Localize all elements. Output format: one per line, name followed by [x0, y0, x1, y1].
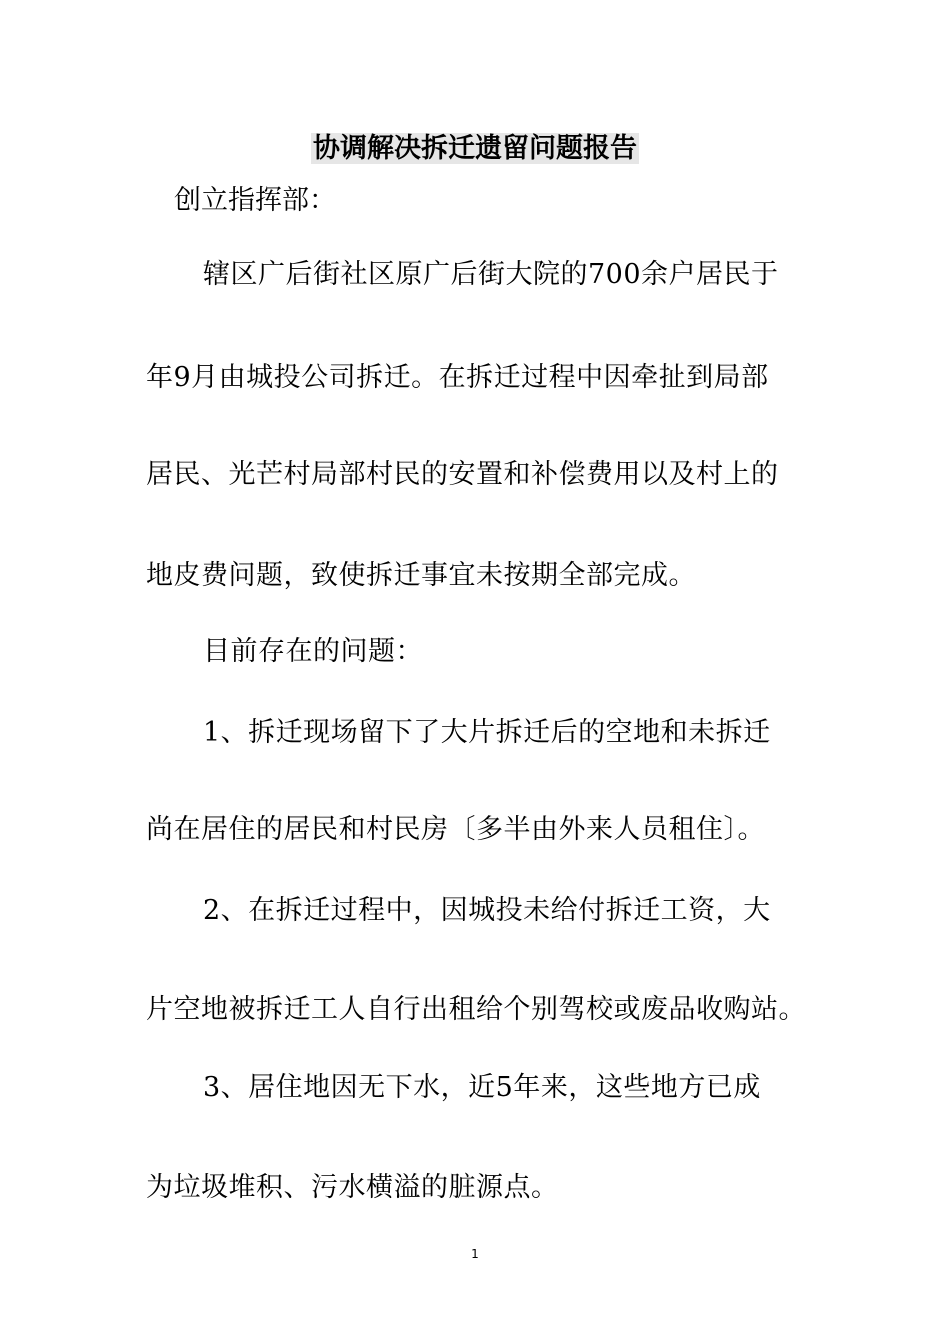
- page-number: 1: [471, 1247, 479, 1261]
- list-item-line: 3、居住地因无下水，近5年来，这些地方已成: [203, 1072, 761, 1103]
- paragraph-line: 居民、光芒村局部村民的安置和补偿费用以及村上的: [146, 459, 779, 490]
- list-item-line: 2、在拆迁过程中，因城投未给付拆迁工资，大: [203, 895, 771, 926]
- paragraph-line: 辖区广后街社区原广后街大院的700余户居民于: [203, 259, 779, 290]
- list-item-line: 片空地被拆迁工人自行出租给个别驾校或废品收购站。: [146, 994, 806, 1025]
- section-heading: 目前存在的问题：: [203, 636, 423, 667]
- paragraph-line: 年9月由城投公司拆迁。在拆迁过程中因牵扯到局部: [146, 362, 769, 393]
- document-title-text: 协调解决拆迁遗留问题报告: [313, 133, 637, 164]
- document-title: [0, 131, 950, 167]
- paragraph-line: 地皮费问题，致使拆迁事宜未按期全部完成。: [146, 560, 696, 591]
- list-item-line: 尚在居住的居民和村民房〔多半由外来人员租住〕。: [146, 814, 765, 845]
- salutation: 创立指挥部：: [174, 185, 336, 216]
- list-item-line: 为垃圾堆积、污水横溢的脏源点。: [146, 1172, 559, 1203]
- list-item-line: 1、拆迁现场留下了大片拆迁后的空地和未拆迁: [203, 717, 771, 748]
